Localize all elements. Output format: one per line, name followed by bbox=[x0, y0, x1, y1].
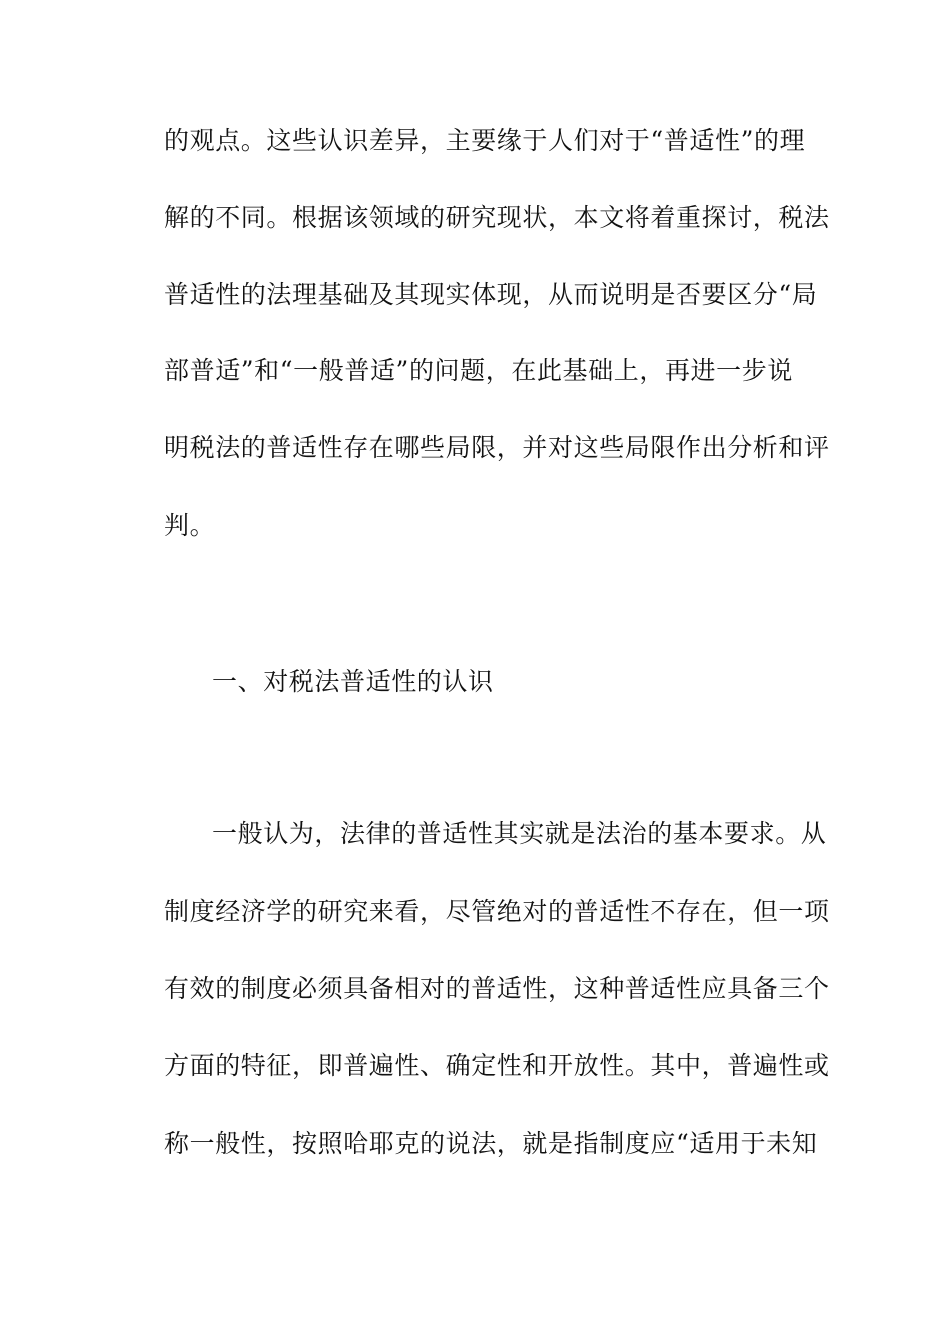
paragraph-2-line-3: 有效的制度必须具备相对的普适性，这种普适性应具备三个 bbox=[164, 974, 830, 1003]
paragraph-1-line-3: 普适性的法理基础及其现实体现，从而说明是否要区分“局 bbox=[164, 280, 818, 309]
paragraph-1-line-5: 明税法的普适性存在哪些局限，并对这些局限作出分析和评 bbox=[164, 433, 830, 462]
section-heading: 一、对税法普适性的认识 bbox=[212, 667, 494, 696]
paragraph-1-line-2: 解的不同。根据该领域的研究现状，本文将着重探讨，税法 bbox=[164, 203, 830, 232]
paragraph-1-line-4: 部普适”和“一般普适”的问题，在此基础上，再进一步说 bbox=[164, 356, 793, 385]
paragraph-1-line-6: 判。 bbox=[164, 511, 216, 540]
paragraph-2-line-2: 制度经济学的研究来看，尽管绝对的普适性不存在，但一项 bbox=[164, 897, 830, 926]
paragraph-2-line-5: 称一般性，按照哈耶克的说法，就是指制度应“适用于未知 bbox=[164, 1129, 818, 1158]
paragraph-1-line-1: 的观点。这些认识差异，主要缘于人们对于“普适性”的理 bbox=[164, 126, 806, 155]
paragraph-2-line-1: 一般认为，法律的普适性其实就是法治的基本要求。从 bbox=[212, 819, 827, 848]
paragraph-2-line-4: 方面的特征，即普遍性、确定性和开放性。其中，普遍性或 bbox=[164, 1051, 830, 1080]
